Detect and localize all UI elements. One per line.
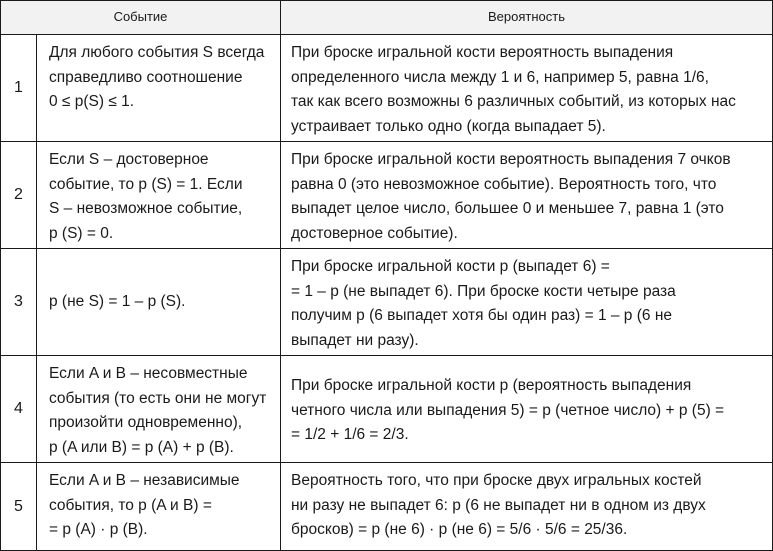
- table-header-row: [1, 1, 772, 35]
- probability-line: устраивает только одно (когда выпадает 5).: [291, 117, 606, 135]
- event-line: p (A или B) = p (A) + p (B).: [49, 438, 234, 456]
- event-line: Если A и B – несовместные: [49, 365, 248, 382]
- probability-line: выпадет целое число, большее 0 и меньшее 7, равна 1 (это: [291, 200, 724, 217]
- probability-line: так как всего возможны 6 различных событий, из которых нас: [291, 93, 736, 110]
- probability-line: = 1 – p (не выпадет 6). При броске кости четыре раза: [291, 282, 676, 300]
- event-line: p (S) = 0.: [49, 224, 114, 242]
- probability-line: определенного числа между 1 и 6, например 5, равна 1/6,: [291, 68, 709, 86]
- row-number: 3: [1, 249, 37, 355]
- table-row: [1, 142, 772, 249]
- header-probability: Вероятность: [488, 9, 565, 25]
- row-number: 1: [1, 35, 37, 141]
- probability-line: = 1/2 + 1/6 = 2/3.: [291, 426, 409, 443]
- event-line: S – невозможное событие,: [49, 200, 243, 217]
- row-number: 5: [1, 463, 37, 550]
- event-line: события, то p (A и B) =: [49, 496, 212, 514]
- table-row: [1, 249, 772, 356]
- row-number: 4: [1, 356, 37, 462]
- event-line: Если S – достоверное: [49, 151, 209, 168]
- event-line: 0 ≤ p(S) ≤ 1.: [49, 93, 135, 110]
- probability-line: бросков) = p (не 6) · p (не 6) = 5/6 · 5/6 = 25/36.: [291, 521, 628, 538]
- event-cell: [37, 249, 281, 355]
- probability-line: При броске игральной кости p (вероятность выпадения: [291, 377, 692, 394]
- event-line: p (не S) = 1 – p (S).: [49, 292, 186, 310]
- event-line: произойти одновременно),: [49, 414, 243, 431]
- probability-line: четного числа или выпадения 5) = p (четное число) + p (5) =: [291, 401, 725, 419]
- probability-cell: [281, 249, 772, 355]
- probability-line: выпадет ни разу).: [291, 331, 419, 349]
- event-line: Для любого события S всегда: [49, 44, 265, 61]
- probability-line: При броске игральной кости вероятность выпадения: [291, 44, 674, 61]
- probability-cell: [281, 142, 772, 248]
- row-number: 2: [1, 142, 37, 248]
- table-row: [1, 463, 772, 550]
- table-row: [1, 35, 772, 142]
- event-cell: [37, 356, 281, 462]
- probability-line: получим p (6 выпадет хотя бы один раз) = 1 – p (6 не: [291, 307, 672, 324]
- event-line: = p (A) · p (B).: [49, 521, 148, 538]
- probability-line: ни разу не выпадет 6: p (6 не выпадет ни в одном из двух: [291, 496, 706, 514]
- probability-line: При броске игральной кости p (выпадет 6) =: [291, 258, 610, 275]
- header-event: Событие: [1, 1, 281, 34]
- probability-line: достоверное событие).: [291, 224, 458, 242]
- event-cell: [37, 142, 281, 248]
- probability-cell: [281, 356, 772, 462]
- probability-cell: [281, 463, 772, 550]
- event-line: справедливо соотношение: [49, 68, 243, 86]
- probability-line: равна 0 (это невозможное событие). Вероятность того, что: [291, 175, 717, 193]
- event-line: Если A и B – независимые: [49, 472, 240, 489]
- event-line: событие, то p (S) = 1. Если: [49, 175, 243, 193]
- probability-cell: [281, 35, 772, 141]
- probability-line: Вероятность того, что при броске двух игральных костей: [291, 472, 702, 489]
- probability-line: При броске игральной кости вероятность выпадения 7 очков: [291, 151, 731, 168]
- event-cell: [37, 463, 281, 550]
- event-line: события (то есть они не могут: [49, 389, 267, 407]
- table-row: [1, 356, 772, 463]
- event-cell: [37, 35, 281, 141]
